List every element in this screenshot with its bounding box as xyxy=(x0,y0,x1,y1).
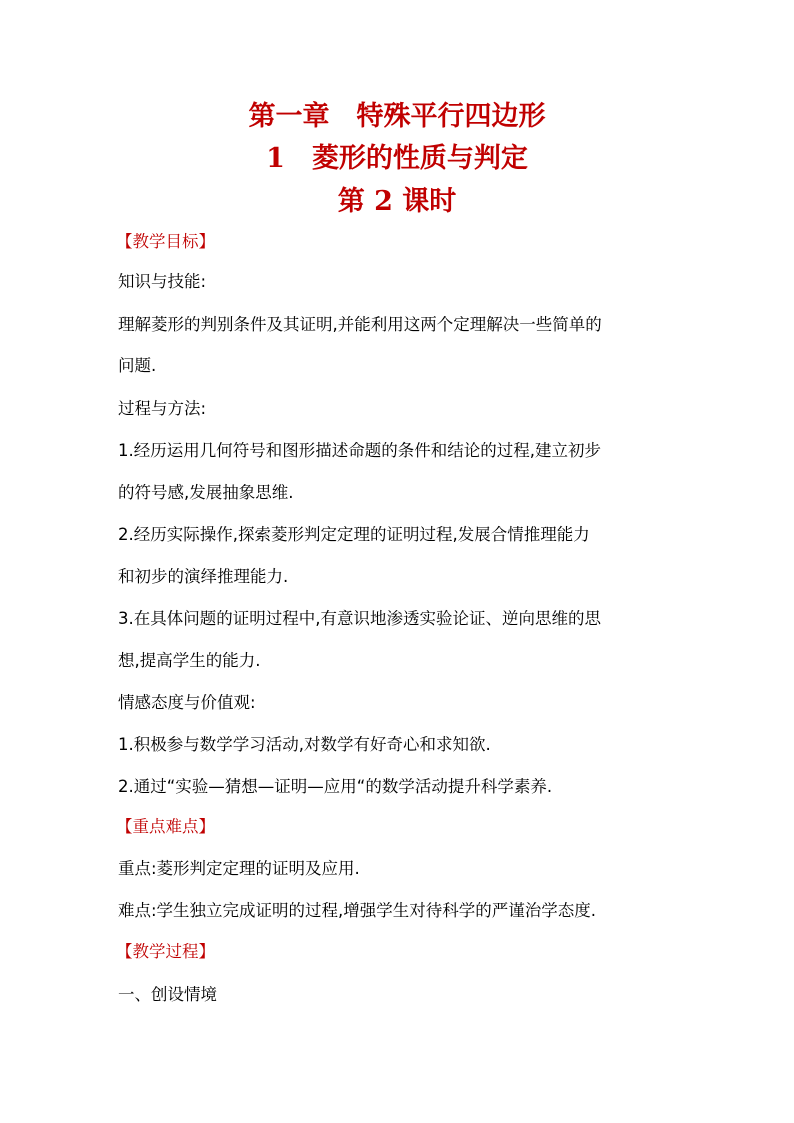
paragraph-line: 理解菱形的判别条件及其证明,并能利用这两个定理解决一些简单的 xyxy=(118,315,602,334)
paragraph-line: 难点:学生独立完成证明的过程,增强学生对待科学的严谨治学态度. xyxy=(118,901,597,920)
paragraph-line: 知识与技能: xyxy=(118,272,207,291)
paragraph-line: 的符号感,发展抽象思维. xyxy=(118,483,294,502)
chapter-title: 第一章 特殊平行四边形 xyxy=(248,101,546,132)
section-title: 1 菱形的性质与判定 xyxy=(266,143,528,174)
paragraph-line: 和初步的演绎推理能力. xyxy=(118,567,289,586)
heading-teaching-process: 【教学过程】 xyxy=(116,942,215,961)
lesson-title: 第 2 课时 xyxy=(337,186,457,217)
paragraph-line: 1.经历运用几何符号和图形描述命题的条件和结论的过程,建立初步 xyxy=(118,441,601,460)
paragraph-line: 2.经历实际操作,探索菱形判定定理的证明过程,发展合情推理能力 xyxy=(118,525,590,544)
paragraph-line: 情感态度与价值观: xyxy=(118,693,256,712)
paragraph-line: 问题. xyxy=(118,356,157,375)
heading-key-points: 【重点难点】 xyxy=(116,817,215,836)
paragraph-line: 重点:菱形判定定理的证明及应用. xyxy=(118,859,360,878)
paragraph-line: 1.积极参与数学学习活动,对数学有好奇心和求知欲. xyxy=(118,735,491,754)
heading-teaching-objectives: 【教学目标】 xyxy=(116,232,215,251)
paragraph-line: 3.在具体问题的证明过程中,有意识地渗透实验论证、逆向思维的思 xyxy=(118,609,601,628)
paragraph-line: 2.通过“实验—猜想—证明—应用“的数学活动提升科学素养. xyxy=(118,777,553,796)
paragraph-line: 想,提高学生的能力. xyxy=(118,651,261,670)
paragraph-line: 一、创设情境 xyxy=(118,985,217,1004)
paragraph-line: 过程与方法: xyxy=(118,399,207,418)
